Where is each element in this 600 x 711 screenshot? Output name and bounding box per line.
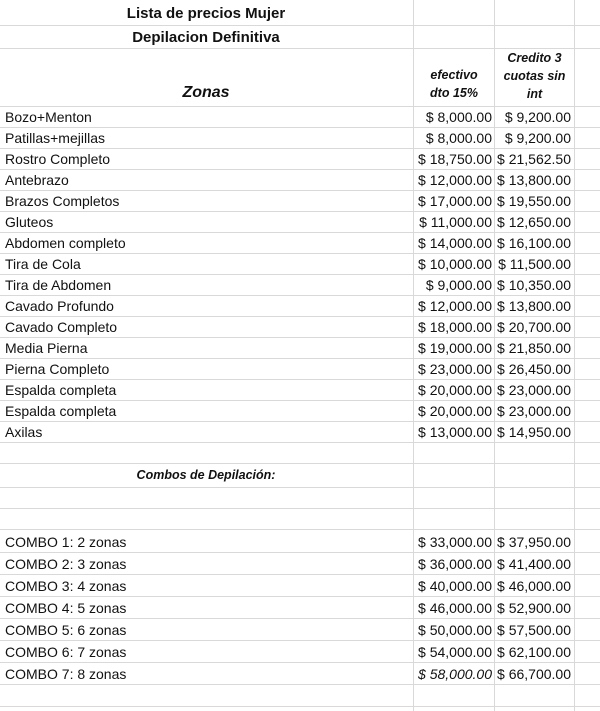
row-border <box>0 640 600 641</box>
zone-name: Cavado Completo <box>5 319 118 335</box>
zone-efectivo-price: $ 10,000.00 <box>418 256 492 272</box>
zone-credito-price: $ 9,200.00 <box>504 130 571 146</box>
row-border <box>0 358 600 359</box>
row-border <box>0 253 600 254</box>
combo-credito-price: $ 41,400.00 <box>497 556 571 572</box>
zone-credito-price: $ 9,200.00 <box>504 109 571 125</box>
zone-efectivo-price: $ 23,000.00 <box>418 361 492 377</box>
combo-efectivo-price: $ 54,000.00 <box>418 644 492 660</box>
row-border <box>0 706 600 707</box>
row-border <box>0 596 600 597</box>
zone-credito-price: $ 13,800.00 <box>497 298 571 314</box>
combo-name: COMBO 2: 3 zonas <box>5 556 127 572</box>
zone-credito-price: $ 19,550.00 <box>497 193 571 209</box>
zone-credito-price: $ 10,350.00 <box>497 277 571 293</box>
combo-efectivo-price: $ 46,000.00 <box>418 600 492 616</box>
efectivo-header-line2: dto 15% <box>430 86 478 100</box>
price-list-title: Lista de precios Mujer <box>126 5 286 22</box>
row-border <box>0 169 600 170</box>
zone-efectivo-price: $ 13,000.00 <box>418 424 492 440</box>
zone-name: Rostro Completo <box>5 151 111 167</box>
zone-name: Brazos Completos <box>5 193 120 209</box>
zone-efectivo-price: $ 12,000.00 <box>418 298 492 314</box>
zone-efectivo-price: $ 18,000.00 <box>418 319 492 335</box>
zone-credito-price: $ 16,100.00 <box>497 235 571 251</box>
price-list-subtitle: Depilacion Definitiva <box>132 29 280 46</box>
combo-name: COMBO 3: 4 zonas <box>5 578 127 594</box>
zone-name: Espalda completa <box>5 403 117 419</box>
zone-efectivo-price: $ 19,000.00 <box>418 340 492 356</box>
zone-efectivo-price: $ 8,000.00 <box>425 130 492 146</box>
zone-credito-price: $ 26,450.00 <box>497 361 571 377</box>
row-border <box>0 190 600 191</box>
combo-name: COMBO 5: 6 zonas <box>5 622 127 638</box>
row-border <box>0 463 600 464</box>
row-border <box>0 211 600 212</box>
zone-efectivo-price: $ 9,000.00 <box>425 277 492 293</box>
zone-efectivo-price: $ 12,000.00 <box>418 172 492 188</box>
row-border <box>0 127 600 128</box>
zone-name: Cavado Profundo <box>5 298 114 314</box>
combo-credito-price: $ 66,700.00 <box>497 666 571 682</box>
zone-credito-price: $ 20,700.00 <box>497 319 571 335</box>
row-border <box>0 400 600 401</box>
combo-credito-price: $ 57,500.00 <box>497 622 571 638</box>
combo-name: COMBO 4: 5 zonas <box>5 600 127 616</box>
combos-header: Combos de Depilación: <box>136 468 276 482</box>
zone-name: Bozo+Menton <box>5 109 92 125</box>
zone-credito-price: $ 14,950.00 <box>497 424 571 440</box>
zone-efectivo-price: $ 20,000.00 <box>418 403 492 419</box>
row-border <box>0 442 600 443</box>
row-border <box>0 148 600 149</box>
zone-name: Pierna Completo <box>5 361 110 377</box>
zonas-header: Zonas <box>182 84 230 101</box>
zone-name: Gluteos <box>5 214 54 230</box>
zone-credito-price: $ 13,800.00 <box>497 172 571 188</box>
zone-name: Abdomen completo <box>5 235 126 251</box>
zone-efectivo-price: $ 18,750.00 <box>418 151 492 167</box>
combo-efectivo-price: $ 40,000.00 <box>418 578 492 594</box>
row-border <box>0 316 600 317</box>
zone-name: Patillas+mejillas <box>5 130 105 146</box>
combo-efectivo-price: $ 36,000.00 <box>418 556 492 572</box>
combo-credito-price: $ 52,900.00 <box>497 600 571 616</box>
row-border <box>0 529 600 530</box>
row-border <box>0 379 600 380</box>
combo-credito-price: $ 62,100.00 <box>497 644 571 660</box>
row-border <box>0 337 600 338</box>
combo-name: COMBO 6: 7 zonas <box>5 644 127 660</box>
zone-credito-price: $ 23,000.00 <box>497 403 571 419</box>
zone-credito-price: $ 21,850.00 <box>497 340 571 356</box>
row-border <box>0 508 600 509</box>
combo-efectivo-price: $ 33,000.00 <box>418 534 492 550</box>
row-border <box>0 25 600 26</box>
zone-efectivo-price: $ 8,000.00 <box>425 109 492 125</box>
zone-name: Tira de Abdomen <box>5 277 112 293</box>
zone-credito-price: $ 23,000.00 <box>497 382 571 398</box>
combo-name: COMBO 1: 2 zonas <box>5 534 127 550</box>
row-border <box>0 662 600 663</box>
efectivo-header-line1: efectivo <box>430 68 478 82</box>
zone-efectivo-price: $ 14,000.00 <box>418 235 492 251</box>
combo-efectivo-price: $ 50,000.00 <box>418 622 492 638</box>
row-border <box>0 106 600 107</box>
row-border <box>0 274 600 275</box>
row-border <box>0 487 600 488</box>
credito-header-line3: int <box>526 87 543 101</box>
combo-efectivo-price: $ 58,000.00 <box>418 666 492 682</box>
row-border <box>0 48 600 49</box>
zone-credito-price: $ 12,650.00 <box>497 214 571 230</box>
zone-efectivo-price: $ 20,000.00 <box>418 382 492 398</box>
zone-name: Antebrazo <box>5 172 69 188</box>
zone-efectivo-price: $ 11,000.00 <box>419 214 492 230</box>
zone-credito-price: $ 21,562.50 <box>497 151 571 167</box>
combo-credito-price: $ 37,950.00 <box>497 534 571 550</box>
combo-name: COMBO 7: 8 zonas <box>5 666 127 682</box>
row-border <box>0 684 600 685</box>
combo-credito-price: $ 46,000.00 <box>497 578 571 594</box>
row-border <box>0 295 600 296</box>
zone-name: Tira de Cola <box>5 256 81 272</box>
zone-efectivo-price: $ 17,000.00 <box>418 193 492 209</box>
row-border <box>0 552 600 553</box>
row-border <box>0 421 600 422</box>
row-border <box>0 618 600 619</box>
zone-name: Espalda completa <box>5 382 117 398</box>
zone-name: Media Pierna <box>5 340 88 356</box>
row-border <box>0 574 600 575</box>
row-border <box>0 232 600 233</box>
credito-header-line2: cuotas sin <box>503 69 566 83</box>
zone-credito-price: $ 11,500.00 <box>498 256 571 272</box>
zone-name: Axilas <box>5 424 43 440</box>
credito-header-line1: Credito 3 <box>507 51 562 65</box>
